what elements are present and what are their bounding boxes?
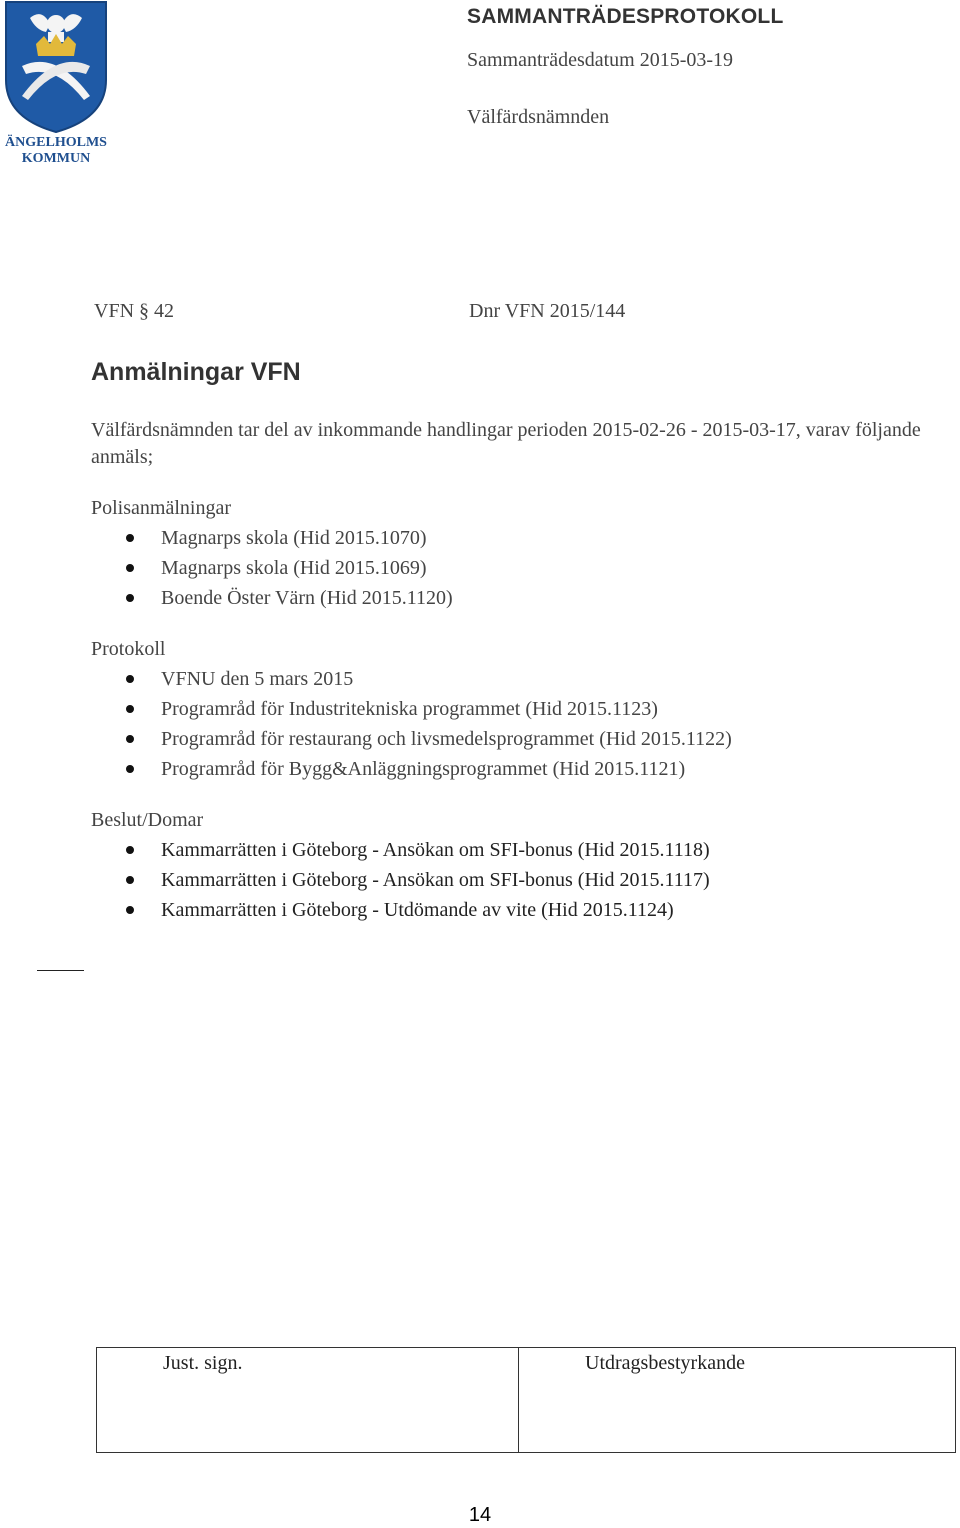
group-protokoll [91,634,951,784]
list-item-text: Programråd för Industritekniska programmet (Hid 2015.1123) [161,698,658,720]
list-item-text: Programråd för Bygg&Anläggningsprogrammet (Hid 2015.1121) [161,758,686,780]
list-item [91,835,951,865]
list-item [91,724,951,754]
group-polisanmalningar [91,493,951,613]
list-item-text: Magnarps skola (Hid 2015.1069) [161,557,427,579]
list-item [91,694,951,724]
list-item-text: Boende Öster Värn (Hid 2015.1120) [161,587,453,609]
group-title: Beslut/Domar [91,809,204,831]
bullet-icon [126,906,134,914]
group-title: Protokoll [91,638,166,660]
bullet-icon [126,675,134,683]
bullet-icon [126,846,134,854]
list-item [91,664,951,694]
list-item-text: Kammarrätten i Göteborg - Utdömande av vite (Hid 2015.1124) [161,899,674,921]
list-item [91,865,951,895]
bullet-icon [126,765,134,773]
table-divider [518,1348,519,1452]
list-item [91,583,951,613]
list-item-text: Programråd för restaurang och livsmedelsprogrammet (Hid 2015.1122) [161,728,732,750]
divider [37,970,84,971]
list-item-text: Kammarrätten i Göteborg - Ansökan om SFI-bonus (Hid 2015.1117) [161,869,710,891]
list-item [91,523,951,553]
bullet-icon [126,534,134,542]
just-sign-label: Just. sign. [163,1352,243,1374]
logo-kommun: KOMMUN [21,151,91,166]
meeting-date: Sammanträdesdatum 2015-03-19 [467,49,734,71]
logo-municipality-name: ÄNGELHOLMS [5,135,107,150]
list-item [91,754,951,784]
bullet-icon [126,564,134,572]
board-name: Välfärdsnämnden [467,106,610,128]
list-item-text: Magnarps skola (Hid 2015.1070) [161,527,427,549]
paragraph-number: VFN § 42 [94,300,175,322]
municipality-logo [0,0,112,170]
dnr-number: Dnr VFN 2015/144 [469,300,626,322]
page-number: 14 [468,1504,492,1526]
utdragsbestyrkande-label: Utdragsbestyrkande [585,1352,745,1374]
bullet-icon [126,705,134,713]
coat-of-arms-icon [0,0,112,135]
document-type: SAMMANTRÄDESPROTOKOLL [467,5,784,28]
bullet-icon [126,876,134,884]
list-item-text: VFNU den 5 mars 2015 [161,668,354,690]
intro-paragraph: Välfärdsnämnden tar del av inkommande handlingar perioden 2015-02-26 - 2015-03-17, varav följande anmäls; [91,419,921,468]
group-beslut-domar [91,805,951,925]
list-item [91,895,951,925]
section-title: Anmälningar VFN [91,358,301,386]
group-title: Polisanmälningar [91,497,231,519]
bullet-icon [126,594,134,602]
list-item [91,553,951,583]
list-item-text: Kammarrätten i Göteborg - Ansökan om SFI-bonus (Hid 2015.1118) [161,839,710,861]
bullet-icon [126,735,134,743]
signature-table [96,1347,956,1453]
